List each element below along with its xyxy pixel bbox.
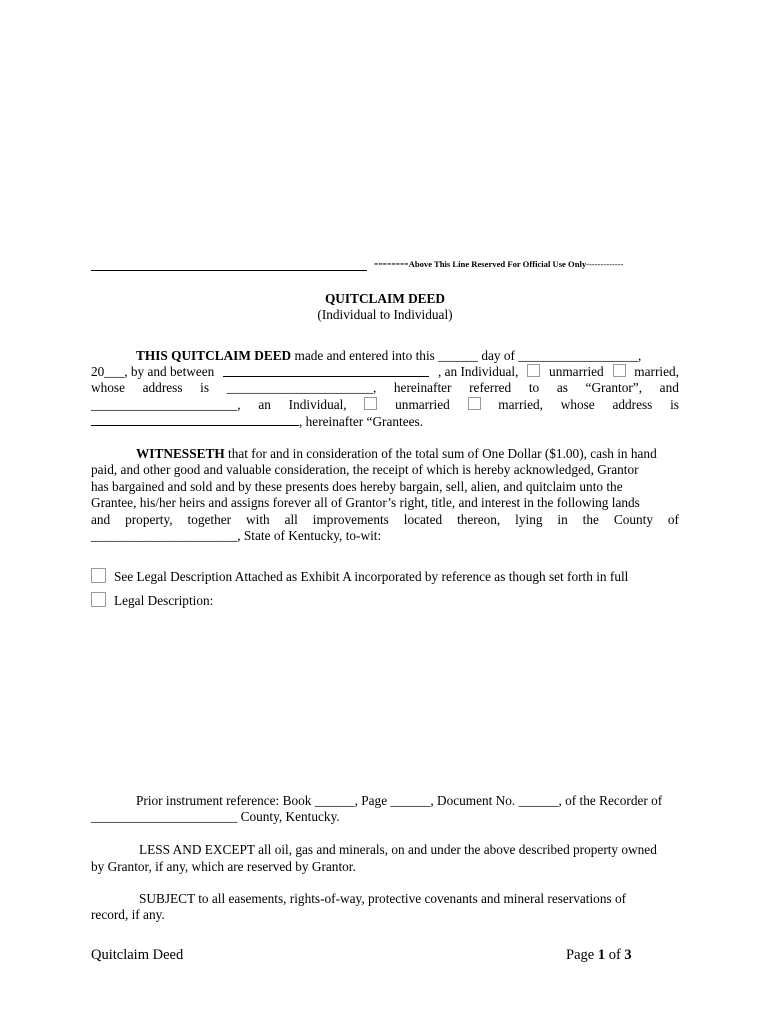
footer-page-current: 1 xyxy=(597,947,606,963)
para1-line5 xyxy=(91,413,679,431)
prior-l1-text: Prior instrument reference: Book ______, Page ______, Document No. ______, of the Recorder of xyxy=(136,793,663,808)
less-l1-text: LESS AND EXCEPT all oil, gas and minerals, on and under the above described property owned xyxy=(139,842,657,857)
footer-document-name: Quitclaim Deed xyxy=(91,947,184,963)
grantee-address-blank[interactable] xyxy=(91,413,299,426)
para1-l2-d: married, xyxy=(634,364,679,379)
para1-l4-a: ______________________, xyxy=(91,397,241,412)
legal-description-option xyxy=(91,592,213,609)
para1-l3-word: to xyxy=(528,380,540,395)
para1-l3-word: “Grantor”, xyxy=(585,380,643,395)
reserved-dashes-right: ------------- xyxy=(586,259,624,269)
para2-line2: paid, and other good and valuable consideration, the receipt of which is hereby acknowledged, Grantor xyxy=(91,462,639,477)
exhibit-option xyxy=(91,568,628,585)
less-line2: by Grantor, if any, which are reserved by Grantor. xyxy=(91,859,356,874)
para1-l4-c: Individual, xyxy=(288,397,347,412)
para1-l2-b: , an Individual, xyxy=(437,364,519,379)
grantee-unmarried-checkbox[interactable] xyxy=(364,397,377,410)
para1-l4-e: married, xyxy=(498,397,543,412)
exhibit-checkbox[interactable] xyxy=(91,568,106,583)
subject-line1 xyxy=(91,891,679,908)
para2-l5-word: lying xyxy=(515,512,543,527)
para2-l5-word: all xyxy=(284,512,298,527)
para2-l5-word: together xyxy=(187,512,232,527)
para2-l5-word: property, xyxy=(125,512,173,527)
para2-l5-word: improvements xyxy=(312,512,389,527)
para1-l4-g: address xyxy=(612,397,653,412)
reserved-dashes-left: -------- xyxy=(374,255,409,270)
witnesseth-bold: WITNESSETH xyxy=(136,446,225,461)
para2-l5-word: the xyxy=(582,512,599,527)
less-line1 xyxy=(91,842,679,859)
para1-l2-a: 20___, by and between xyxy=(91,364,215,379)
prior-line1 xyxy=(91,793,679,810)
para1-line2 xyxy=(91,364,679,381)
para1-l4-b: an xyxy=(258,397,271,412)
subject-l1-text: SUBJECT to all easements, rights-of-way, protective covenants and mineral reservations of xyxy=(139,891,627,906)
exhibit-label: See Legal Description Attached as Exhibit A incorporated by reference as though set forth in full xyxy=(114,569,629,584)
para1-l3-word: ______________________, xyxy=(226,380,377,395)
grantor-married-checkbox[interactable] xyxy=(613,364,626,377)
footer-page-label: Page xyxy=(566,947,595,963)
para1-l3-word: and xyxy=(659,380,679,395)
para1-l2-c: unmarried xyxy=(549,364,604,379)
legal-description-label: Legal Description: xyxy=(114,593,214,608)
recording-signature-line xyxy=(91,270,367,271)
para1-l4-f: whose xyxy=(560,397,595,412)
para2-line4: Grantee, his/her heirs and assigns forever all of Grantor’s right, title, and interest in the following lands xyxy=(91,495,640,510)
para1-l3-word: address xyxy=(142,380,183,395)
para1-l3-word: referred xyxy=(469,380,512,395)
reserved-header xyxy=(374,255,623,271)
para2-l5-word: and xyxy=(91,512,111,527)
para1-l3-word: hereinafter xyxy=(393,380,452,395)
legal-description-checkbox[interactable] xyxy=(91,592,106,607)
grantor-name-blank[interactable] xyxy=(223,364,429,377)
document-title: QUITCLAIM DEED xyxy=(324,291,446,306)
para1-l3-word: is xyxy=(200,380,210,395)
para1-line1 xyxy=(91,348,679,365)
document-subtitle: (Individual to Individual) xyxy=(317,307,453,322)
para1-line4 xyxy=(91,397,679,414)
para1-l4-h: is xyxy=(670,397,679,412)
para2-l5-word: located xyxy=(403,512,443,527)
para2-line6: ______________________, State of Kentucky, to-wit: xyxy=(91,528,382,543)
reserved-text: Above This Line Reserved For Official Use Only xyxy=(408,259,587,269)
para1-l4-d: unmarried xyxy=(395,397,450,412)
para2-l5-word: of xyxy=(667,512,679,527)
para2-line1 xyxy=(91,446,679,463)
para1-l3-word: as xyxy=(556,380,568,395)
para2-line5 xyxy=(91,512,679,529)
para2-l5-word: County xyxy=(613,512,653,527)
para2-l5-word: in xyxy=(557,512,568,527)
para1-line1-text: made and entered into this ______ day of __________________, xyxy=(294,348,642,363)
grantor-unmarried-checkbox[interactable] xyxy=(527,364,540,377)
para2-line3: has bargained and sold and by these presents does hereby bargain, sell, alien, and quitclaim unto the xyxy=(91,479,623,494)
grantee-married-checkbox[interactable] xyxy=(468,397,481,410)
footer-of-label: of xyxy=(608,947,621,963)
para1-line3 xyxy=(91,380,679,397)
prior-line2: ______________________ County, Kentucky. xyxy=(91,809,340,824)
para1-l3-word: whose xyxy=(91,380,125,395)
para2-l5-word: with xyxy=(246,512,270,527)
footer-page-number xyxy=(566,947,632,964)
subject-line2: record, if any. xyxy=(91,907,165,922)
para2-l5-word: thereon, xyxy=(457,512,501,527)
this-quitclaim-deed-bold: THIS QUITCLAIM DEED xyxy=(136,348,292,363)
para1-l5-b: , hereinafter “Grantees. xyxy=(299,414,424,429)
para2-l1-a: that for and in consideration of the total sum of One Dollar ($1.00), cash in hand xyxy=(228,446,657,461)
footer-page-total: 3 xyxy=(624,947,632,963)
